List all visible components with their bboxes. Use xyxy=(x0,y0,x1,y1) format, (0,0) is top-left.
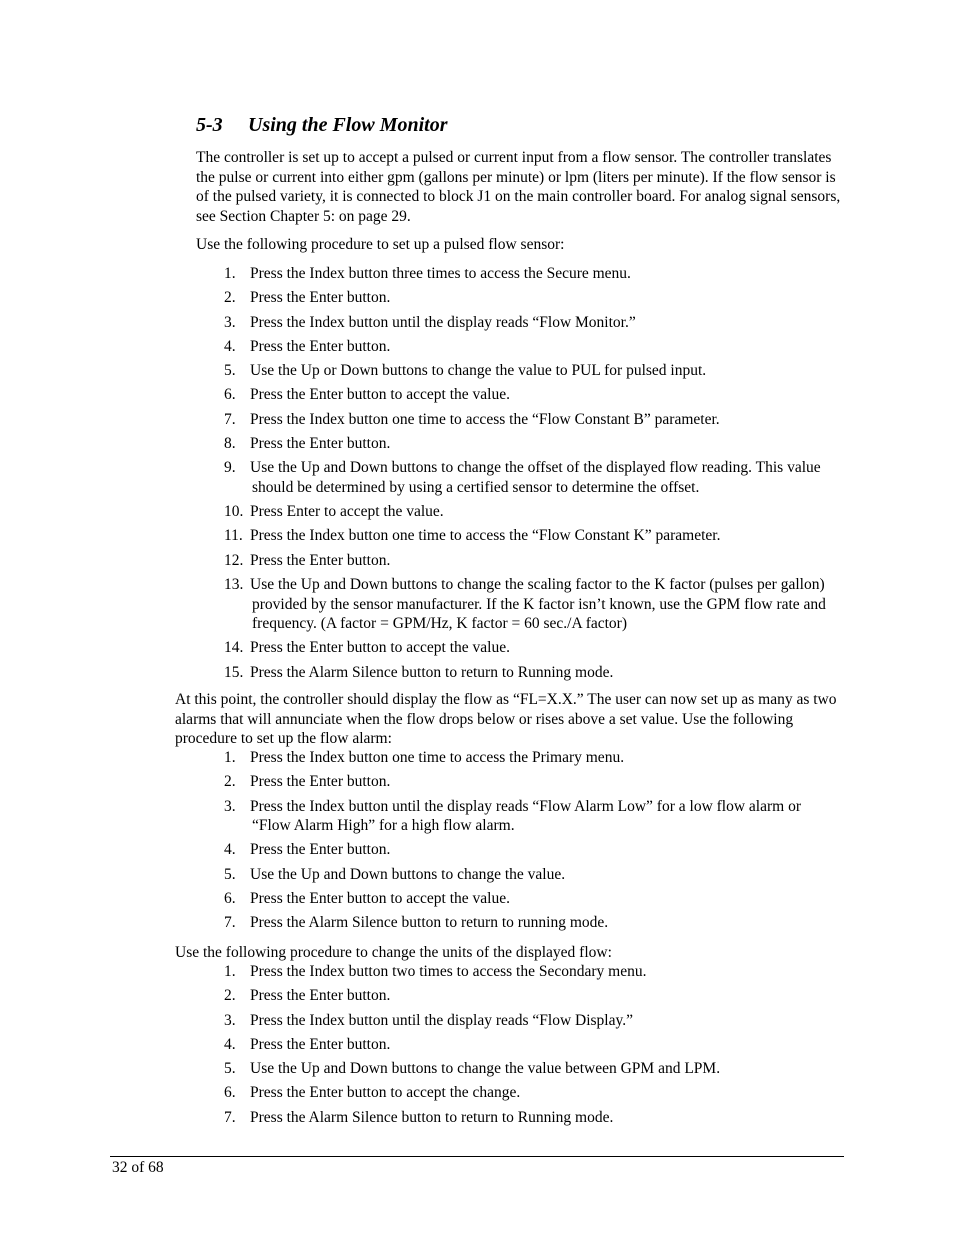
procedure1-list xyxy=(224,264,836,687)
step-number: 14. xyxy=(224,639,244,657)
step-text: Press the Enter button to accept the change. xyxy=(250,1084,521,1102)
step-text: Press the Enter button to accept the value. xyxy=(250,386,510,404)
step-text: Press the Index button two times to access the Secondary menu. xyxy=(250,963,647,980)
section-number: 5-3 xyxy=(196,114,223,136)
step-text: Press the Alarm Silence button to return to running mode. xyxy=(250,914,609,932)
list-item xyxy=(224,313,836,333)
step-number: 15. xyxy=(224,663,244,681)
step-text: Use the Up and Down buttons to change the offset of the displayed flow reading. This value should be determined by using a certified sensor to determine the offset. xyxy=(250,459,821,496)
list-item xyxy=(224,385,836,405)
step-number: 5. xyxy=(224,1060,236,1078)
step-text: Press the Enter button. xyxy=(250,337,391,355)
step-text: Press the Enter button. xyxy=(250,435,391,453)
step-text: Press the Alarm Silence button to return to Running mode. xyxy=(250,1108,614,1126)
list-item xyxy=(224,986,836,1006)
step-text: Press the Index button one time to access the Primary menu. xyxy=(250,749,625,766)
step-number: 6. xyxy=(224,1084,236,1102)
step-text: Use the Up and Down buttons to change the scaling factor to the K factor (pulses per gallon) provided by the sensor manufacturer. If the K factor isn’t known, use the GPM flow rate and frequency. (A factor = GPM/Hz, K factor = 60 sec./A factor) xyxy=(250,576,826,633)
list-item xyxy=(224,337,836,357)
step-number: 6. xyxy=(224,889,236,907)
list-item xyxy=(224,434,836,454)
list-item xyxy=(224,1083,836,1103)
flow-alarm-paragraph: At this point, the controller should display the flow as “FL=X.X.” The user can now set up as many as two alarms that will annunciate when the flow drops below or rises above a set value. Use the following procedure to set up the flow alarm: xyxy=(175,691,837,747)
step-text: Press the Enter button. xyxy=(250,841,391,859)
step-number: 5. xyxy=(224,362,236,380)
step-number: 12. xyxy=(224,551,244,569)
step-text: Use the Up and Down buttons to change the value. xyxy=(250,865,566,883)
step-number: 6. xyxy=(224,386,236,404)
step-number: 10. xyxy=(224,503,244,521)
step-text: Press the Index button one time to access the “Flow Constant K” parameter. xyxy=(250,527,721,545)
step-number: 11. xyxy=(224,527,243,545)
step-text: Press the Enter button. xyxy=(250,289,391,307)
step-number: 8. xyxy=(224,435,236,453)
list-item xyxy=(224,502,836,522)
step-text: Press the Enter button. xyxy=(250,1035,391,1053)
step-number: 7. xyxy=(224,914,236,932)
list-item xyxy=(224,264,836,284)
step-number: 4. xyxy=(224,1035,236,1053)
procedure2-list xyxy=(224,748,836,938)
step-text: Use the Up or Down buttons to change the value to PUL for pulsed input. xyxy=(250,362,707,380)
step-number: 7. xyxy=(224,410,236,428)
step-number: 1. xyxy=(224,749,236,766)
step-text: Press the Index button until the display reads “Flow Alarm Low” for a low flow alarm or “Flow Alarm High” for a high flow alarm. xyxy=(250,797,801,835)
list-item xyxy=(224,797,836,836)
step-text: Use the Up and Down buttons to change the value between GPM and LPM. xyxy=(250,1060,721,1078)
step-number: 9. xyxy=(224,459,236,477)
list-item xyxy=(224,663,836,683)
procedure1-intro: Use the following procedure to set up a pulsed flow sensor: xyxy=(196,236,565,253)
list-item xyxy=(224,1011,836,1031)
list-item xyxy=(224,551,836,571)
step-number: 4. xyxy=(224,337,236,355)
list-item xyxy=(224,962,836,982)
step-number: 3. xyxy=(224,1011,236,1029)
step-text: Press the Enter button. xyxy=(250,987,391,1005)
section-title: Using the Flow Monitor xyxy=(248,114,448,136)
step-number: 5. xyxy=(224,865,236,883)
procedure3-intro: Use the following procedure to change the units of the displayed flow: xyxy=(175,944,612,961)
list-item xyxy=(224,575,836,634)
list-item xyxy=(224,913,836,933)
step-text: Press Enter to accept the value. xyxy=(250,503,444,521)
list-item xyxy=(224,889,836,909)
step-text: Press the Index button until the display reads “Flow Display.” xyxy=(250,1011,633,1029)
list-item xyxy=(224,638,836,658)
list-item xyxy=(224,526,836,546)
step-text: Press the Enter button. xyxy=(250,773,391,791)
list-item xyxy=(224,361,836,381)
list-item xyxy=(224,865,836,885)
step-text: Press the Index button until the display reads “Flow Monitor.” xyxy=(250,313,636,331)
page-number: 32 of 68 xyxy=(112,1159,164,1176)
list-item xyxy=(224,1108,836,1128)
step-number: 1. xyxy=(224,963,236,980)
footer-divider xyxy=(110,1156,844,1157)
step-number: 4. xyxy=(224,841,236,859)
intro-paragraph: The controller is set up to accept a pulsed or current input from a flow sensor. The controller translates the pulse or current into either gpm (gallons per minute) or lpm (liters per minute). If the flow sensor is of the pulsed variety, it is connected to block J1 on the main controller board. For analog signal sensors, see Section Chapter 5: on page 29. xyxy=(196,149,841,225)
list-item xyxy=(224,748,836,768)
list-item xyxy=(224,288,836,308)
list-item xyxy=(224,1059,836,1079)
step-number: 2. xyxy=(224,773,236,791)
step-number: 1. xyxy=(224,265,236,282)
step-number: 13. xyxy=(224,576,244,594)
step-number: 3. xyxy=(224,797,236,815)
step-text: Press the Index button one time to access the “Flow Constant B” parameter. xyxy=(250,410,720,428)
step-text: Press the Enter button to accept the value. xyxy=(250,889,510,907)
list-item xyxy=(224,772,836,792)
step-number: 7. xyxy=(224,1108,236,1126)
step-text: Press the Enter button to accept the value. xyxy=(250,639,510,657)
list-item xyxy=(224,458,836,497)
step-number: 3. xyxy=(224,313,236,331)
step-text: Press the Alarm Silence button to return to Running mode. xyxy=(250,663,614,681)
list-item xyxy=(224,840,836,860)
procedure3-list xyxy=(224,962,836,1132)
list-item xyxy=(224,1035,836,1055)
step-number: 2. xyxy=(224,987,236,1005)
step-text: Press the Index button three times to access the Secure menu. xyxy=(250,265,631,282)
step-number: 2. xyxy=(224,289,236,307)
list-item xyxy=(224,410,836,430)
step-text: Press the Enter button. xyxy=(250,551,391,569)
section-heading xyxy=(196,114,448,137)
